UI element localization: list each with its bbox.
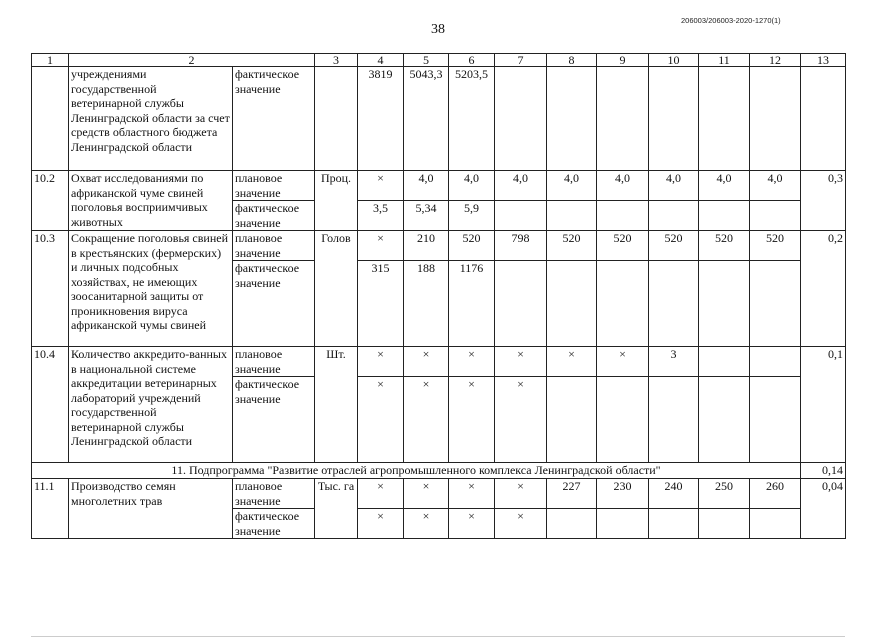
header-cell: 13 bbox=[801, 54, 846, 67]
header-cell: 7 bbox=[495, 54, 547, 67]
fact-value: 3,5 bbox=[358, 201, 404, 231]
unit: Голов bbox=[315, 231, 358, 347]
plan-value: 4,0 bbox=[750, 171, 801, 201]
plan-value: × bbox=[495, 479, 547, 509]
plan-value: 520 bbox=[649, 231, 699, 261]
fact-value: 5,9 bbox=[449, 201, 495, 231]
fact-label: фактическое значение bbox=[233, 261, 315, 347]
indicator-name: учреждениями государственной ветеринарной службы Ленинградской области за счет средств областного бюджета Ленинградской области bbox=[69, 67, 233, 171]
indicator-name: Производство семян многолетних трав bbox=[69, 479, 233, 539]
plan-value: × bbox=[597, 347, 649, 377]
fact-value: × bbox=[495, 509, 547, 539]
fact-value: 1176 bbox=[449, 261, 495, 347]
fact-value: × bbox=[449, 377, 495, 463]
value-type-label: фактическое значение bbox=[233, 67, 315, 171]
plan-value: × bbox=[358, 171, 404, 201]
fact-value: 5203,5 bbox=[449, 67, 495, 171]
table-row bbox=[32, 67, 846, 171]
fact-value: 3819 bbox=[358, 67, 404, 171]
table-row bbox=[32, 479, 846, 509]
header-cell: 8 bbox=[547, 54, 597, 67]
unit: Шт. bbox=[315, 347, 358, 463]
fact-value: × bbox=[495, 377, 547, 463]
indicators-table bbox=[31, 53, 846, 539]
fact-value: × bbox=[449, 509, 495, 539]
plan-value: 4,0 bbox=[404, 171, 449, 201]
plan-value: × bbox=[358, 347, 404, 377]
fact-value: × bbox=[358, 377, 404, 463]
header-cell: 11 bbox=[699, 54, 750, 67]
plan-value: 240 bbox=[649, 479, 699, 509]
plan-value: 227 bbox=[547, 479, 597, 509]
header-cell: 5 bbox=[404, 54, 449, 67]
row-id: 10.4 bbox=[32, 347, 69, 463]
fact-value: 5043,3 bbox=[404, 67, 449, 171]
plan-value: × bbox=[404, 347, 449, 377]
fact-value: × bbox=[358, 509, 404, 539]
header-cell: 4 bbox=[358, 54, 404, 67]
fact-label: фактическое значение bbox=[233, 509, 315, 539]
header-cell: 12 bbox=[750, 54, 801, 67]
indicator-name: Охват исследованиями по африканской чуме свиней поголовья восприимчивых животных bbox=[69, 171, 233, 231]
plan-value: × bbox=[358, 231, 404, 261]
plan-value: × bbox=[495, 347, 547, 377]
plan-value bbox=[699, 347, 750, 377]
plan-label: плановое значение bbox=[233, 347, 315, 377]
plan-value: 4,0 bbox=[547, 171, 597, 201]
weight-value: 0,2 bbox=[801, 231, 846, 347]
plan-value: 230 bbox=[597, 479, 649, 509]
header-cell: 1 bbox=[32, 54, 69, 67]
plan-value: × bbox=[449, 479, 495, 509]
fact-value: 315 bbox=[358, 261, 404, 347]
plan-label: плановое значение bbox=[233, 171, 315, 201]
plan-value: 4,0 bbox=[495, 171, 547, 201]
plan-value: 520 bbox=[750, 231, 801, 261]
row-id: 10.2 bbox=[32, 171, 69, 231]
table-row bbox=[32, 347, 846, 377]
fact-label: фактическое значение bbox=[233, 201, 315, 231]
plan-value: 4,0 bbox=[597, 171, 649, 201]
unit: Проц. bbox=[315, 171, 358, 231]
page-edge-line bbox=[31, 636, 845, 637]
weight-value: 0,1 bbox=[801, 347, 846, 463]
row-id: 11.1 bbox=[32, 479, 69, 539]
table-row bbox=[32, 171, 846, 201]
plan-value: 798 bbox=[495, 231, 547, 261]
plan-label: плановое значение bbox=[233, 231, 315, 261]
header-cell: 6 bbox=[449, 54, 495, 67]
plan-value: 210 bbox=[404, 231, 449, 261]
table-row bbox=[32, 231, 846, 261]
plan-value: 4,0 bbox=[649, 171, 699, 201]
plan-value: 520 bbox=[449, 231, 495, 261]
plan-value: × bbox=[358, 479, 404, 509]
fact-value: 5,34 bbox=[404, 201, 449, 231]
header-cell: 10 bbox=[649, 54, 699, 67]
fact-value: 188 bbox=[404, 261, 449, 347]
plan-value: 520 bbox=[699, 231, 750, 261]
plan-value: 260 bbox=[750, 479, 801, 509]
unit: Тыс. га bbox=[315, 479, 358, 539]
document-id: 206003/206003-2020-1270(1) bbox=[681, 16, 781, 25]
plan-value: 520 bbox=[547, 231, 597, 261]
subprogram-row bbox=[32, 463, 846, 479]
plan-label: плановое значение bbox=[233, 479, 315, 509]
plan-value: 520 bbox=[597, 231, 649, 261]
fact-label: фактическое значение bbox=[233, 377, 315, 463]
weight-value: 0,3 bbox=[801, 171, 846, 231]
header-cell: 2 bbox=[69, 54, 315, 67]
plan-value: 3 bbox=[649, 347, 699, 377]
plan-value: × bbox=[404, 479, 449, 509]
header-cell: 3 bbox=[315, 54, 358, 67]
page-number: 38 bbox=[431, 22, 445, 37]
subprogram-title: 11. Подпрограмма "Развитие отраслей агропромышленного комплекса Ленинградской области" bbox=[32, 463, 801, 479]
fact-value: × bbox=[404, 377, 449, 463]
indicator-name: Сокращение поголовья свиней в крестьянских (фермерских) и личных подсобных хозяйствах, не имеющих зоосанитарной защиты от проникновения вируса африканской чумы свиней bbox=[69, 231, 233, 347]
plan-value bbox=[750, 347, 801, 377]
plan-value: × bbox=[449, 347, 495, 377]
weight-value: 0,14 bbox=[801, 463, 846, 479]
plan-value: × bbox=[547, 347, 597, 377]
row-id: 10.3 bbox=[32, 231, 69, 347]
table-header-row bbox=[32, 54, 846, 67]
plan-value: 4,0 bbox=[699, 171, 750, 201]
weight-value: 0,04 bbox=[801, 479, 846, 539]
header-cell: 9 bbox=[597, 54, 649, 67]
plan-value: 4,0 bbox=[449, 171, 495, 201]
fact-value: × bbox=[404, 509, 449, 539]
plan-value: 250 bbox=[699, 479, 750, 509]
indicator-name: Количество аккредито-ванных в национальной системе аккредитации ветеринарных лабораторий учреждений государственной ветеринарной службы Ленинградской области bbox=[69, 347, 233, 463]
